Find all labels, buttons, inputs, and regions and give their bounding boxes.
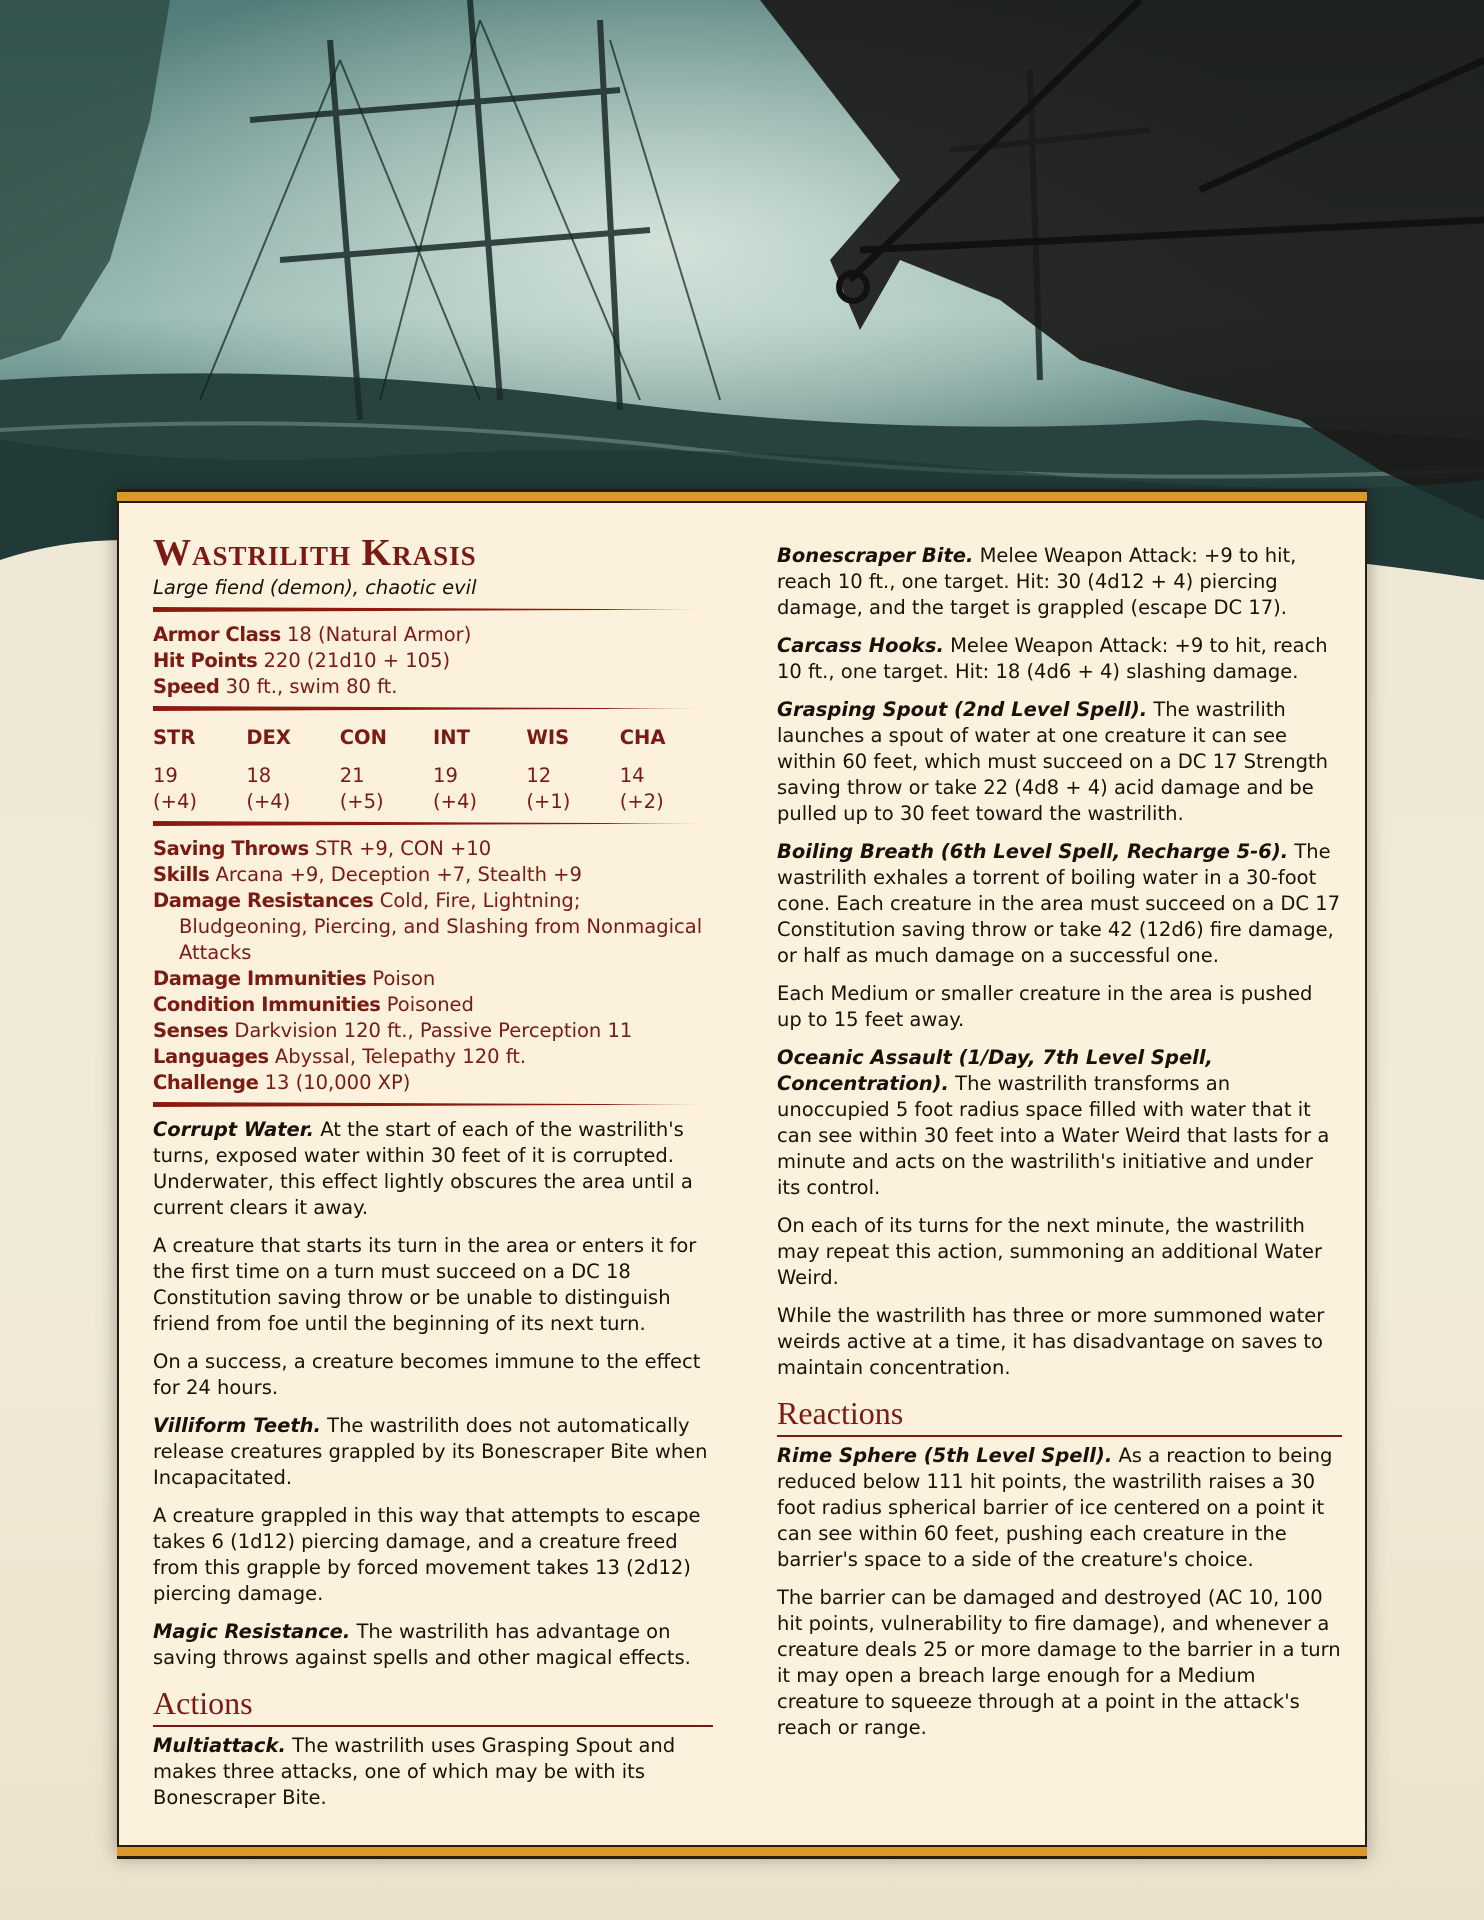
feature-name: Villiform Teeth.	[153, 1414, 321, 1437]
ability-name: CHA	[619, 726, 666, 749]
feature-text: The wastrilith transforms an unoccupied 5 foot radius space filled with water that it can see within 30 feet into a Water Weird that lasts for a minute and acts on the wastrilith's initiative and under its control.	[777, 1072, 1330, 1199]
feature-name: Magic Resistance.	[153, 1620, 351, 1643]
stat-line	[153, 1018, 713, 1044]
feature-paragraph	[777, 633, 1342, 685]
ability-name: STR	[153, 726, 196, 749]
feature-name: Boiling Breath (6th Level Spell, Recharge 5-6).	[777, 840, 1289, 863]
stat-value: 18 (Natural Armor)	[280, 623, 472, 646]
stat-value: 220 (21d10 + 105)	[257, 649, 451, 672]
feature-paragraph	[777, 1303, 1342, 1381]
feature-name: Oceanic Assault (1/Day, 7th Level Spell, Concentration).	[777, 1046, 1213, 1095]
feature-text: A creature that starts its turn in the area or enters it for the first time on a turn must succeed on a DC 18 Constitution saving throw or be unable to distinguish friend from foe until the beginning of its next turn.	[153, 1234, 697, 1335]
stat-line	[153, 862, 713, 888]
feature-paragraph	[777, 543, 1342, 621]
feature-paragraph	[777, 1443, 1342, 1573]
stat-line	[153, 836, 713, 862]
feature-name: Grasping Spout (2nd Level Spell).	[777, 698, 1148, 721]
stat-line	[153, 888, 713, 966]
feature-text: The wastrilith has advantage on saving throws against spells and other magical effects.	[153, 1620, 691, 1669]
ability-scores	[153, 725, 713, 815]
stat-line	[153, 966, 713, 992]
stat-label: Languages	[153, 1045, 269, 1068]
feature-text: Each Medium or smaller creature in the area is pushed up to 15 feet away.	[777, 982, 1313, 1031]
reactions-list	[777, 1443, 1342, 1741]
stat-value: Poisoned	[380, 993, 474, 1016]
ability-score: 12 (+1)	[526, 764, 571, 813]
ability-score: 21 (+5)	[339, 764, 384, 813]
stat-line	[153, 674, 713, 700]
monster-name: Wastrilith Krasis	[153, 532, 477, 574]
tapered-rule	[153, 821, 713, 826]
stat-label: Damage Immunities	[153, 967, 367, 990]
feature-text: The wastrilith launches a spout of water at one creature it can see within 60 feet, which must succeed on a DC 17 Strength saving throw or take 22 (4d8 + 4) acid damage and be pulled up to 30 feet toward the wastrilith.	[777, 698, 1328, 825]
feature-text: Melee Weapon Attack: +9 to hit, reach 10 ft., one target. Hit: 30 (4d12 + 4) piercing damage, and the target is grappled (escape DC 17).	[777, 544, 1297, 619]
feature-text: On a success, a creature becomes immune to the effect for 24 hours.	[153, 1350, 701, 1399]
feature-paragraph	[777, 1213, 1342, 1291]
tapered-rule	[153, 607, 713, 612]
stat-value: Poison	[366, 967, 436, 990]
stat-label: Speed	[153, 675, 220, 698]
stat-label: Hit Points	[153, 649, 258, 672]
ability-score: 19 (+4)	[153, 764, 197, 813]
feature-text: The wastrilith uses Grasping Spout and makes three attacks, one of which may be with its Bonescraper Bite.	[153, 1734, 676, 1809]
feature-paragraph	[153, 1619, 713, 1671]
feature-text: While the wastrilith has three or more summoned water weirds active at a time, it has disadvantage on saves to maintain concentration.	[777, 1304, 1325, 1379]
detail-stats	[153, 836, 713, 1096]
ability-name: INT	[433, 726, 470, 749]
actions-list	[153, 1733, 713, 1811]
traits-list	[153, 1117, 713, 1671]
feature-text: A creature grappled in this way that attempts to escape takes 6 (1d12) piercing damage, and a creature freed from this grapple by forced movement takes 13 (2d12) piercing damage.	[153, 1504, 701, 1605]
feature-paragraph	[777, 839, 1342, 969]
actions-heading: Actions	[153, 1685, 713, 1727]
ability-dex	[246, 725, 339, 815]
stat-value: Darkvision 120 ft., Passive Perception 11	[228, 1019, 633, 1042]
stat-label: Condition Immunities	[153, 993, 381, 1016]
stat-value: 13 (10,000 XP)	[258, 1071, 411, 1094]
right-column	[777, 543, 1342, 1753]
stat-value: STR +9, CON +10	[308, 837, 492, 860]
stat-block-card	[117, 491, 1367, 1857]
feature-name: Carcass Hooks.	[777, 634, 944, 657]
ability-str	[153, 725, 246, 815]
feature-paragraph	[153, 1349, 713, 1401]
feature-paragraph	[777, 981, 1342, 1033]
stat-label: Skills	[153, 863, 210, 886]
feature-paragraph	[153, 1733, 713, 1811]
feature-text: The wastrilith exhales a torrent of boiling water in a 30-foot cone. Each creature in the area must succeed on a DC 17 Constitution saving throw or take 42 (12d6) fire damage, or half as much damage on a successful one.	[777, 840, 1341, 967]
stat-value: Abyssal, Telepathy 120 ft.	[268, 1045, 527, 1068]
feature-text: On each of its turns for the next minute, the wastrilith may repeat this action, summoning an additional Water Weird.	[777, 1214, 1322, 1289]
ability-name: DEX	[246, 726, 291, 749]
stat-line	[153, 1044, 713, 1070]
feature-name: Bonescraper Bite.	[777, 544, 974, 567]
stat-label: Saving Throws	[153, 837, 309, 860]
feature-paragraph	[153, 1233, 713, 1337]
feature-paragraph	[777, 1585, 1342, 1741]
feature-text: The wastrilith does not automatically release creatures grappled by its Bonescraper Bite when Incapacitated.	[153, 1414, 708, 1489]
ability-score: 19 (+4)	[433, 764, 477, 813]
left-column	[153, 531, 713, 1823]
monster-type: Large fiend (demon), chaotic evil	[153, 576, 477, 599]
tapered-rule	[153, 1102, 713, 1107]
feature-paragraph	[777, 1045, 1342, 1201]
stat-label: Armor Class	[153, 623, 281, 646]
feature-name: Corrupt Water.	[153, 1118, 315, 1141]
ability-score: 18 (+4)	[246, 764, 291, 813]
feature-name: Rime Sphere (5th Level Spell).	[777, 1444, 1113, 1467]
basic-stats	[153, 622, 713, 700]
stat-line	[153, 622, 713, 648]
ability-wis	[526, 725, 619, 815]
feature-text: Melee Weapon Attack: +9 to hit, reach 10 ft., one target. Hit: 18 (4d6 + 4) slashing damage.	[777, 634, 1328, 683]
feature-paragraph	[153, 1503, 713, 1607]
tapered-rule	[153, 706, 713, 711]
feature-paragraph	[777, 697, 1342, 827]
stat-line	[153, 1070, 713, 1096]
stat-value: 30 ft., swim 80 ft.	[219, 675, 398, 698]
ability-int	[433, 725, 526, 815]
feature-text: The barrier can be damaged and destroyed (AC 10, 100 hit points, vulnerability to fire damage), and whenever a creature deals 25 or more damage to the barrier in a turn it may open a breach large enough for a Medium creature to squeeze through at a point in the attack's reach or range.	[777, 1586, 1341, 1739]
feature-paragraph	[153, 1413, 713, 1491]
feature-text: As a reaction to being reduced below 111 hit points, the wastrilith raises a 30 foot radius spherical barrier of ice centered on a point it can see within 60 feet, pushing each creature in the barrier's space to a side of the creature's choice.	[777, 1444, 1333, 1571]
ability-score: 14 (+2)	[619, 764, 664, 813]
stat-line	[153, 992, 713, 1018]
stat-label: Challenge	[153, 1071, 259, 1094]
stat-label: Senses	[153, 1019, 229, 1042]
ability-con	[340, 725, 433, 815]
ability-name: CON	[339, 726, 387, 749]
stat-value: Cold, Fire, Lightning; Bludgeoning, Piercing, and Slashing from Nonmagical Attacks	[179, 889, 703, 964]
reactions-heading: Reactions	[777, 1395, 1342, 1437]
actions-list-continued	[777, 543, 1342, 1381]
feature-name: Multiattack.	[153, 1734, 286, 1757]
ability-cha	[620, 725, 713, 815]
feature-paragraph	[153, 1117, 713, 1221]
stat-line	[153, 648, 713, 674]
feature-text: At the start of each of the wastrilith's turns, exposed water within 30 feet of it is corrupted. Underwater, this effect lightly obscures the area until a current clears it away.	[153, 1118, 693, 1219]
stat-value: Arcana +9, Deception +7, Stealth +9	[209, 863, 582, 886]
ability-name: WIS	[526, 726, 570, 749]
stat-label: Damage Resistances	[153, 889, 374, 912]
